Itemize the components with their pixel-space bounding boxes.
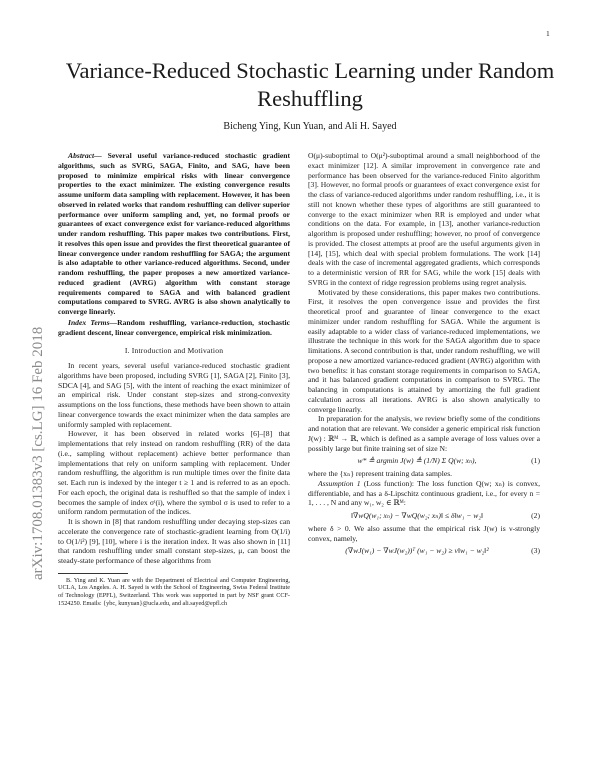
equation-1-number: (1) — [531, 456, 540, 466]
assumption-1 — [308, 479, 540, 508]
body-paragraph: In preparation for the analysis, we review briefly some of the conditions and notation that are relevant. We consider a generic empirical risk function J(w) : ℝᴹ → ℝ, which is defined as a sample average of loss values over a possibly large but finite training set of size N: — [308, 414, 540, 453]
left-column — [58, 151, 290, 608]
equation-3 — [308, 546, 540, 556]
equation-2 — [308, 511, 540, 521]
body-paragraph: O(μ)-suboptimal to O(μ²)-suboptimal around a small neighborhood of the exact minimizer [12]. A similar improvement in convergence rate and performance has been observed for the variance-reduced Finito algorithm [3]. However, no formal proofs or guarantees of exact convergence exist for the class of variance-reduced algorithms under random reshuffling, i.e., it is still not known whether these types of algorithms are still guaranteed to converge to the exact minimizer when RR is employed and under what conditions on the data. For example, in [13], another variance-reduction algorithm is proposed under reshuffling; however, no proof of convergence is provided. The closest attempts at proof are the useful arguments given in [14], [15], which deal with special problem formulations. The work [14] deals with the case of incremental aggregated gradients, which corresponds to a deterministic version of RR for SAG, while the work [15] deals with SVRG in the context of ridge regression problems using regret analysis. — [308, 151, 540, 287]
arxiv-identifier: arXiv:1708.01383v3 [cs.LG] 16 Feb 2018 — [30, 326, 46, 580]
index-terms — [58, 318, 290, 338]
index-terms-text: —Random reshuffling, variance-reduction, stochastic gradient descent, linear convergence, empirical risk minimization. — [58, 317, 290, 337]
footnote-divider — [58, 573, 128, 574]
section-heading: I. Introduction and Motivation — [124, 346, 224, 356]
intro-paragraph: In recent years, several useful variance-reduced stochastic gradient algorithms have been proposed, including SVRG [1], SAGA [2], Finito [3], SDCA [4], and SAG [5], with the intent of reaching the exact minimizer of an empirical risk. Under constant step-sizes and strong-convexity assumptions on the loss functions, these methods have been shown to attain linear convergence towards the exact minimizer when the data samples are uniformly sampled with replacement. — [58, 361, 290, 429]
equation-1-body: w* ≜ argmin J(w) ≜ (1/N) Σ Q(w; xₙ), — [357, 456, 477, 466]
right-column — [308, 151, 540, 559]
equation-1 — [308, 456, 540, 466]
equation-3-body: (∇wJ(w₁) − ∇wJ(w₂))ᵀ (w₁ − w₂) ≥ ν‖w₁ − w₂‖² — [345, 546, 489, 556]
author-footnote: B. Ying and K. Yuan are with the Department of Electrical and Computer Engineering, UCLA, Los Angeles. A. H. Sayed is with the School of Engineering, Swiss Federal Institute of Technology (EPFL), Switzerland. This work was supported in part by NSF grant CCF-1524250. Emails: {ybc, kunyuan}@ucla.edu, and ali.sayed@epfl.ch — [58, 576, 290, 607]
equation-2-body: ‖∇wQ(w₁; xₙ) − ∇wQ(w₂; xₙ)‖ ≤ δ‖w₁ − w₂‖ — [350, 511, 484, 520]
intro-paragraph: It is shown in [8] that random reshuffling under decaying step-sizes can accelerate the convergence rate of stochastic-gradient learning from O(1/i) to O(1/i²) [9], [10], where i is the iteration index. It was also shown in [11] that random reshuffling under small constant step-sizes, μ, can boost the steady-state performance of these algorithms from — [58, 517, 290, 565]
index-terms-label: Index Terms — [68, 317, 110, 327]
assumption-text: The loss function Q(w; xₙ) is convex, differentiable, and has a δ-Lipschitz continuous gradient, i.e., for every n = 1, . . . , N and any w₁, w₂ ∈ ℝᴹ: — [308, 478, 540, 508]
abstract-label: Abstract— — [68, 151, 102, 160]
page-number: 1 — [546, 29, 550, 38]
assumption-label: Assumption 1 — [318, 478, 361, 488]
author-list: Bicheng Ying, Kun Yuan, and Ali H. Sayed — [223, 121, 397, 132]
body-paragraph: where δ > 0. We also assume that the empirical risk J(w) is ν-strongly convex, namely, — [308, 523, 540, 543]
body-paragraph: where the {xₙ} represent training data samples. — [308, 469, 453, 478]
abstract — [58, 151, 290, 317]
equation-3-number: (3) — [531, 546, 540, 556]
abstract-text: Several useful variance-reduced stochastic gradient algorithms, such as SVRG, SAGA, Finito, and SAG, have been proposed to minimize empirical risks with linear convergence properties to the exact minimizer. The existing convergence results assume uniform data sampling with replacement. However, it has been observed in related works that random reshuffling can deliver superior performance over uniform sampling and, yet, no formal proofs or guarantees of exact convergence exist for variance-reduced algorithms under random reshuffling. This paper makes two contributions. First, it resolves this open issue and provides the first theoretical guarantee of linear convergence under random reshuffling for SAGA; the argument is also adaptable to other variance-reduced algorithms. Second, under random reshuffling, the paper proposes a new amortized variance-reduced gradient (AVRG) algorithm with constant storage requirements compared to SAGA and with balanced gradient computations compared to SVRG. AVRG is also shown analytically to converge linearly. — [58, 151, 290, 316]
body-paragraph: Motivated by these considerations, this paper makes two contributions. First, it resolves the open convergence issue and provides the first theoretical proof and guarantee of linear convergence to the exact minimizer under random reshuffling for SAGA. While the argument is easily adaptable to a wider class of variance-reduced implementations, we illustrate the technique in this work for the SAGA algorithm due to space limitations. A second contribution is that, under random reshuffling, we will propose a new amortized variance-reduced gradient (AVRG) algorithm with two benefits: it has constant storage requirements in comparison to SAGA, and it has balanced gradient computations in comparison to SVRG. The balancing in computations is attained by amortizing the full gradient calculation across all iterations. AVRG is also shown analytically to converge linearly. — [308, 287, 540, 414]
equation-2-number: (2) — [531, 511, 540, 520]
paper-title: Variance-Reduced Stochastic Learning under Random Reshuffling — [65, 58, 555, 111]
intro-paragraph: However, it has been observed in related works [6]–[8] that implementations that rely instead on random reshuffling (RR) of the data (i.e., sampling without replacement) achieve better performance than implementations that rely on uniform sampling with replacement. Under random reshuffling, the algorithm is run multiple times over the finite data set. Each run is indexed by the integer t ≥ 1 and is referred to as an epoch. For each epoch, the original data is reshuffled so that the sample of index i becomes the sample of index σᵗ(i), where the symbol σ is used to refer to a uniform random permutation of the indices. — [58, 429, 290, 517]
assumption-title: (Loss function): — [360, 478, 414, 488]
